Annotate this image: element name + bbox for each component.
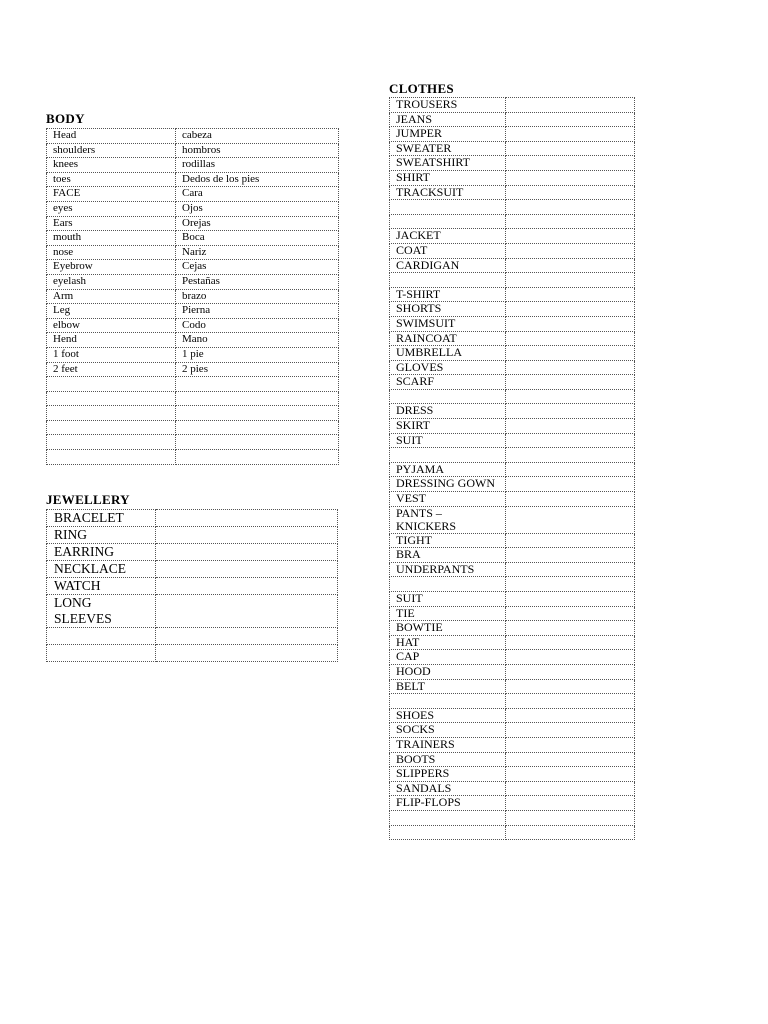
translation-cell	[176, 435, 339, 450]
table-row	[390, 316, 635, 331]
english-term-cell: Eyebrow	[47, 260, 176, 275]
english-term-cell: mouth	[47, 231, 176, 246]
translation-cell	[506, 621, 635, 636]
translation-cell: hombros	[176, 143, 339, 158]
translation-cell	[506, 810, 635, 825]
english-term-cell	[390, 810, 506, 825]
table-row	[47, 420, 339, 435]
table-row	[47, 143, 339, 158]
body-section-title: BODY	[46, 111, 85, 126]
table-row	[390, 404, 635, 419]
translation-cell	[506, 679, 635, 694]
english-term-cell	[390, 200, 506, 215]
clothes-section-title: CLOTHES	[389, 81, 454, 96]
table-row	[390, 548, 635, 563]
english-term-cell: UNDERPANTS	[390, 562, 506, 577]
english-term-cell: DRESSING GOWN	[390, 477, 506, 492]
table-row	[390, 621, 635, 636]
english-term-cell: UMBRELLA	[390, 346, 506, 361]
english-term-cell	[390, 389, 506, 404]
english-term-cell: SHOES	[390, 708, 506, 723]
translation-cell	[156, 527, 338, 544]
table-row	[47, 628, 338, 645]
table-row	[390, 679, 635, 694]
translation-cell	[156, 544, 338, 561]
english-term-cell: Ears	[47, 216, 176, 231]
translation-cell	[156, 578, 338, 595]
table-row	[390, 273, 635, 288]
translation-cell: Orejas	[176, 216, 339, 231]
english-term-cell: SLIPPERS	[390, 767, 506, 782]
table-row	[47, 595, 338, 628]
english-term-cell: TIE	[390, 606, 506, 621]
table-row	[47, 544, 338, 561]
english-term-cell: BELT	[390, 679, 506, 694]
translation-cell	[506, 752, 635, 767]
english-term-cell: 1 foot	[47, 347, 176, 362]
translation-cell	[506, 492, 635, 507]
table-row	[47, 318, 339, 333]
translation-cell: Nariz	[176, 245, 339, 260]
translation-cell	[506, 650, 635, 665]
translation-cell	[506, 664, 635, 679]
translation-cell	[506, 737, 635, 752]
english-term-cell: TRACKSUIT	[390, 185, 506, 200]
translation-cell	[506, 694, 635, 709]
table-row	[390, 258, 635, 273]
translation-cell	[506, 723, 635, 738]
table-row	[390, 506, 635, 533]
english-term-cell: EARRING	[47, 544, 156, 561]
table-row	[47, 645, 338, 662]
translation-cell	[156, 561, 338, 578]
table-row	[390, 360, 635, 375]
translation-cell: Cejas	[176, 260, 339, 275]
english-term-cell: shoulders	[47, 143, 176, 158]
translation-cell	[506, 112, 635, 127]
table-row	[390, 112, 635, 127]
table-row	[390, 592, 635, 607]
table-row	[390, 796, 635, 811]
table-row	[390, 156, 635, 171]
english-term-cell: T-SHIRT	[390, 287, 506, 302]
translation-cell	[506, 346, 635, 361]
english-term-cell	[47, 450, 176, 465]
english-term-cell: SOCKS	[390, 723, 506, 738]
table-row	[47, 245, 339, 260]
table-row	[47, 289, 339, 304]
translation-cell	[506, 170, 635, 185]
english-term-cell: FACE	[47, 187, 176, 202]
translation-cell: Codo	[176, 318, 339, 333]
english-term-cell: SWEATSHIRT	[390, 156, 506, 171]
translation-cell	[506, 433, 635, 448]
table-row	[390, 492, 635, 507]
table-row	[390, 287, 635, 302]
translation-cell	[506, 200, 635, 215]
translation-cell	[506, 273, 635, 288]
translation-cell	[506, 316, 635, 331]
english-term-cell	[47, 645, 156, 662]
table-row	[390, 533, 635, 548]
english-term-cell: COAT	[390, 243, 506, 258]
english-term-cell: DRESS	[390, 404, 506, 419]
translation-cell: 2 pies	[176, 362, 339, 377]
table-row	[47, 527, 338, 544]
table-row	[47, 172, 339, 187]
english-term-cell: eyelash	[47, 274, 176, 289]
translation-cell	[506, 635, 635, 650]
table-row	[390, 375, 635, 390]
table-row	[390, 577, 635, 592]
table-row	[390, 141, 635, 156]
translation-cell	[506, 302, 635, 317]
english-term-cell: BRA	[390, 548, 506, 563]
table-row	[47, 391, 339, 406]
translation-cell	[156, 645, 338, 662]
translation-cell	[506, 462, 635, 477]
translation-cell	[506, 156, 635, 171]
table-row	[47, 129, 339, 144]
table-row	[390, 98, 635, 113]
english-term-cell: JEANS	[390, 112, 506, 127]
translation-cell	[506, 708, 635, 723]
table-row	[390, 650, 635, 665]
translation-cell	[506, 360, 635, 375]
english-term-cell: knees	[47, 158, 176, 173]
table-row	[390, 752, 635, 767]
table-row	[390, 346, 635, 361]
english-term-cell: eyes	[47, 201, 176, 216]
clothes-vocabulary-table	[389, 97, 635, 840]
translation-cell	[176, 420, 339, 435]
translation-cell: Pestañas	[176, 274, 339, 289]
translation-cell: Mano	[176, 333, 339, 348]
translation-cell	[506, 592, 635, 607]
english-term-cell: SWEATER	[390, 141, 506, 156]
translation-cell	[506, 562, 635, 577]
translation-cell	[506, 331, 635, 346]
translation-cell	[176, 391, 339, 406]
jewellery-vocabulary-table	[46, 509, 338, 662]
table-row	[390, 737, 635, 752]
english-term-cell: RING	[47, 527, 156, 544]
translation-cell: cabeza	[176, 129, 339, 144]
translation-cell	[506, 506, 635, 533]
translation-cell	[506, 767, 635, 782]
translation-cell: 1 pie	[176, 347, 339, 362]
translation-cell	[506, 533, 635, 548]
english-term-cell	[47, 435, 176, 450]
english-term-cell	[47, 391, 176, 406]
english-term-cell	[47, 377, 176, 392]
english-term-cell: Hend	[47, 333, 176, 348]
english-term-cell: HAT	[390, 635, 506, 650]
english-term-cell: 2 feet	[47, 362, 176, 377]
table-row	[390, 477, 635, 492]
translation-cell	[506, 419, 635, 434]
table-row	[390, 767, 635, 782]
english-term-cell: SKIRT	[390, 419, 506, 434]
table-row	[390, 214, 635, 229]
english-term-cell	[47, 420, 176, 435]
table-row	[47, 304, 339, 319]
table-row	[47, 333, 339, 348]
translation-cell	[506, 389, 635, 404]
english-term-cell: VEST	[390, 492, 506, 507]
translation-cell	[506, 825, 635, 840]
english-term-cell: BOOTS	[390, 752, 506, 767]
english-term-cell: nose	[47, 245, 176, 260]
english-term-cell: PANTS – KNICKERS	[390, 506, 506, 533]
english-term-cell: TIGHT	[390, 533, 506, 548]
english-term-cell	[390, 273, 506, 288]
english-term-cell: RAINCOAT	[390, 331, 506, 346]
translation-cell	[506, 781, 635, 796]
translation-cell: rodillas	[176, 158, 339, 173]
english-term-cell: Leg	[47, 304, 176, 319]
english-term-cell: toes	[47, 172, 176, 187]
table-row	[47, 187, 339, 202]
table-row	[47, 347, 339, 362]
table-row	[390, 448, 635, 463]
table-row	[390, 433, 635, 448]
table-row	[47, 561, 338, 578]
translation-cell	[506, 229, 635, 244]
table-row	[47, 406, 339, 421]
table-row	[390, 664, 635, 679]
table-row	[390, 229, 635, 244]
translation-cell	[506, 606, 635, 621]
table-row	[390, 243, 635, 258]
translation-cell	[506, 141, 635, 156]
table-row	[47, 578, 338, 595]
english-term-cell: PYJAMA	[390, 462, 506, 477]
table-row	[47, 216, 339, 231]
translation-cell	[506, 258, 635, 273]
english-term-cell: JACKET	[390, 229, 506, 244]
english-term-cell: HOOD	[390, 664, 506, 679]
english-term-cell: JUMPER	[390, 127, 506, 142]
table-row	[47, 231, 339, 246]
table-row	[390, 419, 635, 434]
table-row	[47, 201, 339, 216]
table-row	[390, 302, 635, 317]
english-term-cell	[390, 448, 506, 463]
jewellery-section-title: JEWELLERY	[46, 492, 130, 507]
translation-cell: Cara	[176, 187, 339, 202]
english-term-cell: SUIT	[390, 433, 506, 448]
table-row	[47, 377, 339, 392]
english-term-cell: BOWTIE	[390, 621, 506, 636]
translation-cell	[506, 243, 635, 258]
table-row	[47, 510, 338, 527]
english-term-cell	[390, 214, 506, 229]
english-term-cell: TRAINERS	[390, 737, 506, 752]
english-term-cell: TROUSERS	[390, 98, 506, 113]
translation-cell: Pierna	[176, 304, 339, 319]
table-row	[47, 362, 339, 377]
english-term-cell	[390, 694, 506, 709]
translation-cell	[156, 628, 338, 645]
table-row	[390, 635, 635, 650]
english-term-cell: SANDALS	[390, 781, 506, 796]
translation-cell: Ojos	[176, 201, 339, 216]
english-term-cell: elbow	[47, 318, 176, 333]
table-row	[47, 435, 339, 450]
english-term-cell: BRACELET	[47, 510, 156, 527]
english-term-cell: GLOVES	[390, 360, 506, 375]
table-row	[47, 260, 339, 275]
table-row	[390, 389, 635, 404]
table-row	[390, 562, 635, 577]
translation-cell	[506, 214, 635, 229]
translation-cell	[506, 796, 635, 811]
translation-cell: Dedos de los pies	[176, 172, 339, 187]
english-term-cell: CAP	[390, 650, 506, 665]
english-term-cell: SWIMSUIT	[390, 316, 506, 331]
table-row	[47, 158, 339, 173]
english-term-cell	[47, 406, 176, 421]
table-row	[390, 127, 635, 142]
english-term-cell: SHORTS	[390, 302, 506, 317]
english-term-cell	[47, 628, 156, 645]
translation-cell	[506, 185, 635, 200]
translation-cell	[156, 595, 338, 628]
table-row	[390, 825, 635, 840]
english-term-cell	[390, 577, 506, 592]
table-row	[390, 200, 635, 215]
translation-cell	[506, 127, 635, 142]
english-term-cell: LONG SLEEVES	[47, 595, 156, 628]
translation-cell	[176, 450, 339, 465]
table-row	[390, 170, 635, 185]
translation-cell	[506, 477, 635, 492]
table-row	[390, 781, 635, 796]
translation-cell	[506, 375, 635, 390]
table-row	[390, 694, 635, 709]
translation-cell	[506, 98, 635, 113]
translation-cell	[176, 377, 339, 392]
translation-cell: brazo	[176, 289, 339, 304]
table-row	[47, 274, 339, 289]
english-term-cell: SHIRT	[390, 170, 506, 185]
table-row	[390, 185, 635, 200]
english-term-cell: SCARF	[390, 375, 506, 390]
english-term-cell: Head	[47, 129, 176, 144]
translation-cell	[506, 548, 635, 563]
table-row	[390, 708, 635, 723]
english-term-cell	[390, 825, 506, 840]
table-row	[390, 606, 635, 621]
translation-cell	[176, 406, 339, 421]
table-row	[47, 450, 339, 465]
table-row	[390, 331, 635, 346]
table-row	[390, 810, 635, 825]
translation-cell	[506, 577, 635, 592]
translation-cell: Boca	[176, 231, 339, 246]
table-row	[390, 462, 635, 477]
table-row	[390, 723, 635, 738]
translation-cell	[506, 404, 635, 419]
english-term-cell: FLIP-FLOPS	[390, 796, 506, 811]
english-term-cell: SUIT	[390, 592, 506, 607]
english-term-cell: WATCH	[47, 578, 156, 595]
body-vocabulary-table	[46, 128, 339, 465]
english-term-cell: NECKLACE	[47, 561, 156, 578]
english-term-cell: CARDIGAN	[390, 258, 506, 273]
translation-cell	[506, 448, 635, 463]
translation-cell	[506, 287, 635, 302]
translation-cell	[156, 510, 338, 527]
english-term-cell: Arm	[47, 289, 176, 304]
